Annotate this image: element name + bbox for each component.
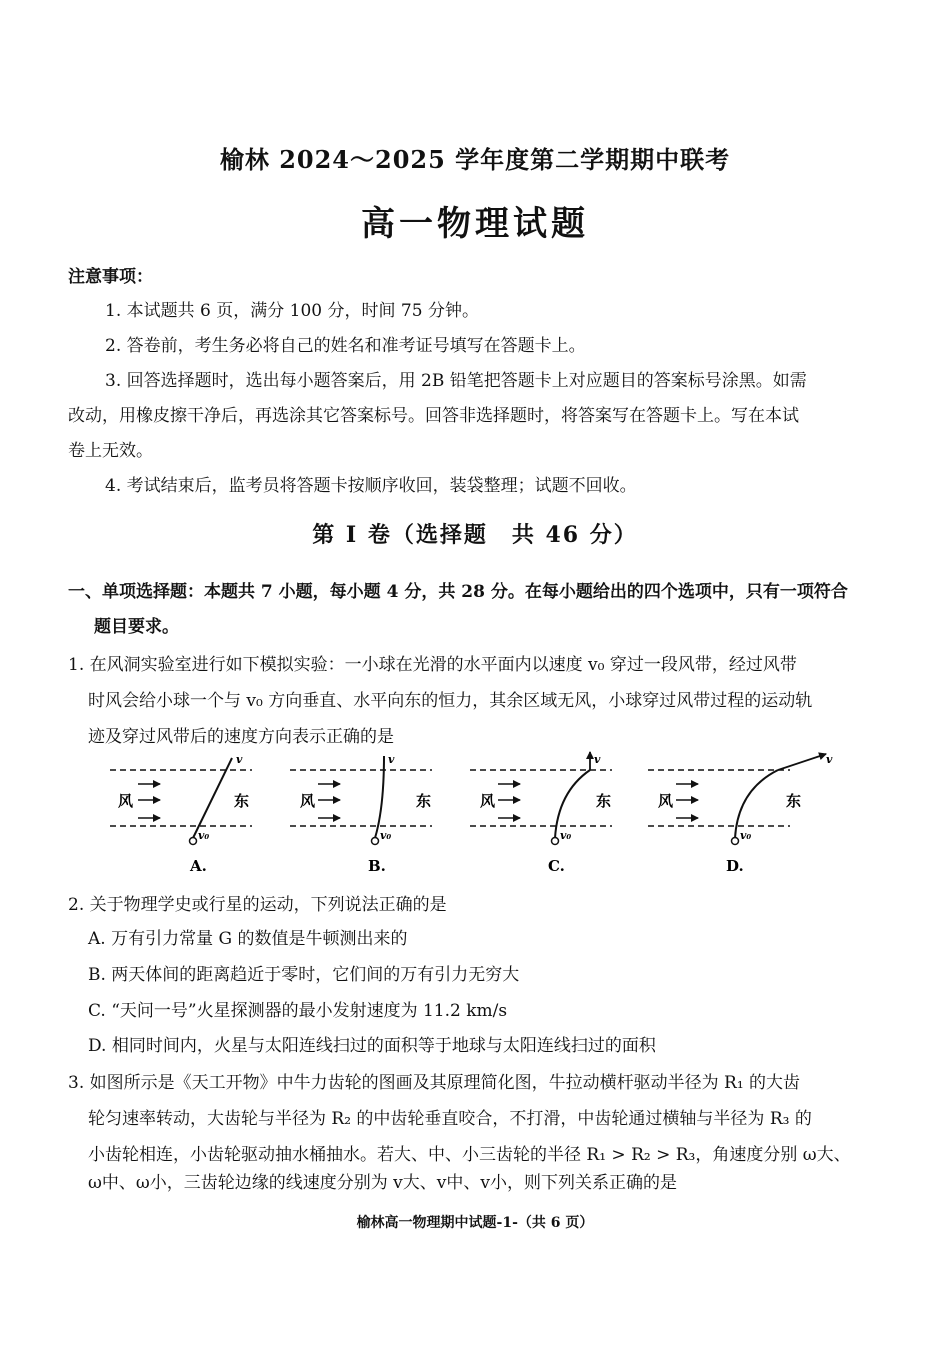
east-label: 东 [416,792,432,810]
question-2-option-b: B. 两天体间的距离趋近于零时，它们间的万有引力无穷大 [88,965,520,985]
question-3-stem-cont: 轮匀速率转动，大齿轮与半径为 R₂ 的中齿轮垂直咬合，不打滑，中齿轮通过横轴与半径为 R₃ 的 [88,1109,812,1129]
notice-item-2: 2. 答卷前，考生务必将自己的姓名和准考证号填写在答题卡上。 [105,336,586,356]
notice-item-1: 1. 本试题共 6 页，满分 100 分，时间 75 分钟。 [105,301,479,321]
part-one-heading-cont: 题目要求。 [94,617,179,637]
question-3-stem: 3. 如图所示是《天工开物》中牛力齿轮的图画及其原理简化图，牛拉动横杆驱动半径为 R₁ 的大齿 [68,1073,801,1093]
option-c-label: C. [548,857,565,875]
v-label: v [388,753,395,766]
v-label: v [826,753,833,766]
question-2-option-c: C. “天问一号”火星探测器的最小发射速度为 11.2 km/s [88,1001,508,1021]
question-2-stem: 2. 关于物理学史或行星的运动，下列说法正确的是 [68,895,447,915]
question-1-stem: 1. 在风洞实验室进行如下模拟实验：一小球在光滑的水平面内以速度 v₀ 穿过一段风带，经过风带 [68,655,797,675]
v0-label: v₀ [198,829,210,842]
exam-subtitle: 高一物理试题 [361,204,589,244]
wind-label: 风 [300,792,316,810]
v0-label: v₀ [560,829,572,842]
exam-title: 榆林 2024～2025 学年度第二学期期中联考 [219,145,731,174]
v-label: v [236,753,243,766]
question-1-stem-cont2: 迹及穿过风带后的速度方向表示正确的是 [88,727,394,747]
question-2-option-d: D. 相同时间内，火星与太阳连线扫过的面积等于地球与太阳连线扫过的面积 [88,1036,656,1056]
option-b-label: B. [368,857,386,875]
v0-label: v₀ [740,829,752,842]
question-1-stem-cont: 时风会给小球一个与 v₀ 方向垂直、水平向东的恒力，其余区域无风，小球穿过风带过程的运动轨 [88,691,813,711]
page-footer: 榆林高一物理期中试题-1-（共 6 页） [356,1215,594,1231]
figure-panel-a [110,753,252,875]
wind-label: 风 [118,792,134,810]
notice-item-3-cont2: 卷上无效。 [68,441,153,461]
v0-label: v₀ [380,829,392,842]
figure-panel-c [470,752,612,875]
option-d-label: D. [726,857,744,875]
v-label: v [594,753,601,766]
question-1-figure [0,748,950,888]
section-title: 第 Ⅰ 卷（选择题 共 46 分） [312,522,638,548]
wind-label: 风 [658,792,674,810]
notice-item-3-cont: 改动，用橡皮擦干净后，再选涂其它答案标号。回答非选择题时，将答案写在答题卡上。写在本试 [68,406,799,426]
question-3-stem-cont3: ω中、ω小，三齿轮边缘的线速度分别为 v大、v中、v小，则下列关系正确的是 [88,1173,677,1193]
figure-panel-b [290,753,432,875]
notice-heading: 注意事项： [68,267,153,287]
question-2-option-a: A. 万有引力常量 G 的数值是牛顿测出来的 [88,929,408,949]
notice-item-3: 3. 回答选择题时，选出每小题答案后，用 2B 铅笔把答题卡上对应题目的答案标号涂黑。如需 [105,371,807,391]
east-label: 东 [786,792,802,810]
east-label: 东 [234,792,250,810]
wind-label: 风 [480,792,496,810]
part-one-heading: 一、单项选择题：本题共 7 小题，每小题 4 分，共 28 分。在每小题给出的四个选项中，只有一项符合 [68,582,848,602]
notice-item-4: 4. 考试结束后，监考员将答题卡按顺序收回，装袋整理；试题不回收。 [105,476,637,496]
east-label: 东 [596,792,612,810]
question-3-stem-cont2: 小齿轮相连，小齿轮驱动抽水桶抽水。若大、中、小三齿轮的半径 R₁ > R₂ > R₃，角速度分别 ω大、 [88,1145,851,1165]
figure-panel-d [648,753,833,875]
option-a-label: A. [190,857,207,875]
